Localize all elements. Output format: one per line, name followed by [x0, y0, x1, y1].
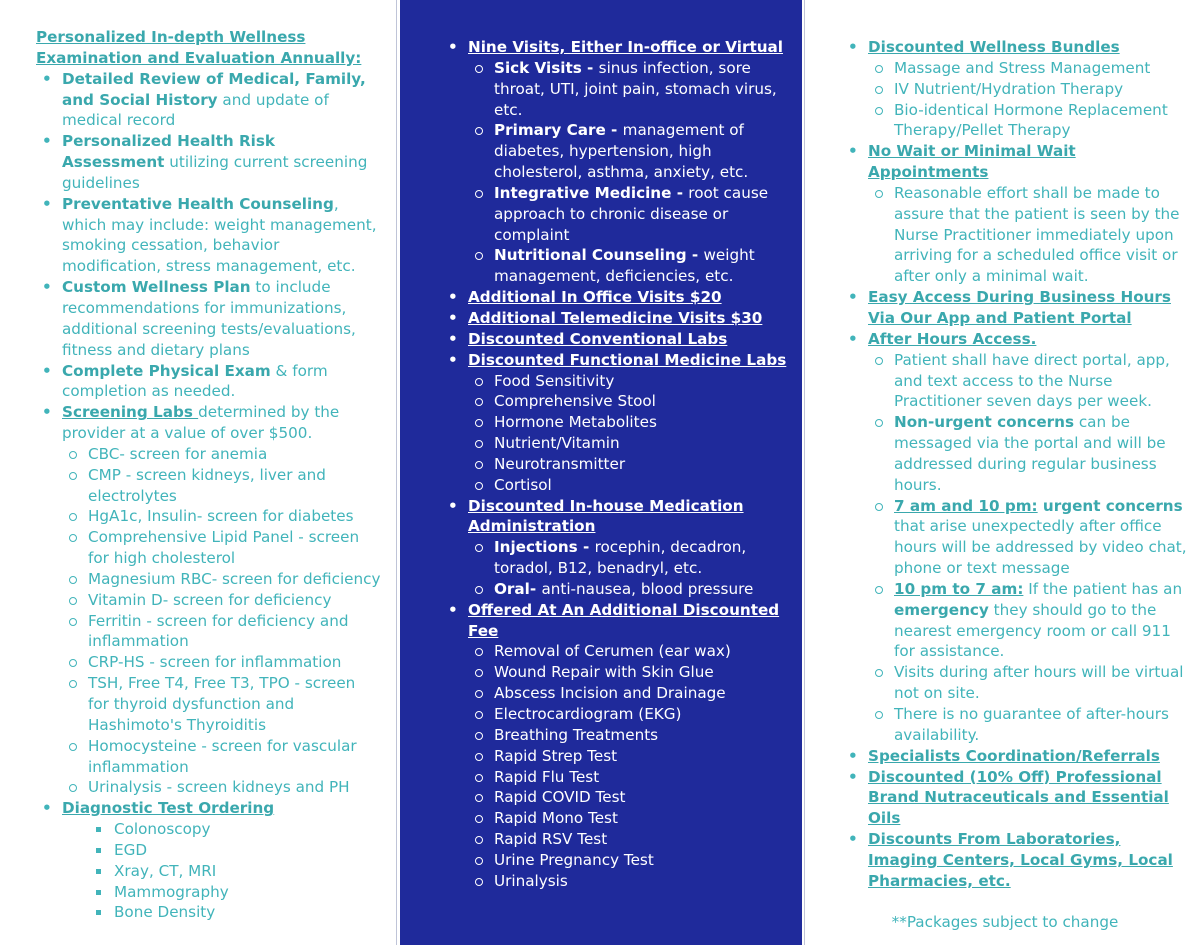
list-item: [842, 746, 1188, 767]
nutraceuticals-link[interactable]: Discounted (10% Off) Professional Brand Nutraceuticals and Essential Oils: [868, 767, 1169, 828]
list-item: Visits during after hours will be virtual not on site.: [868, 662, 1188, 704]
list-item: Reasonable effort shall be made to assure that the patient is seen by the Nurse Practitioner immediately upon arriving for a scheduled office visit or after only a minimal wait.: [868, 183, 1188, 287]
list-item: Neurotransmitter: [468, 454, 794, 475]
bundles-item: [842, 37, 1188, 141]
functional-labs-list: [468, 371, 794, 496]
bundles-list: [868, 58, 1188, 141]
list-item: Abscess Incision and Drainage: [468, 683, 794, 704]
list-item: Oral- anti-nausea, blood pressure: [468, 579, 794, 600]
medication-link[interactable]: Discounted In-house Medication Administration: [468, 496, 744, 536]
benefits-list: [842, 37, 1188, 892]
conventional-labs-link[interactable]: Discounted Conventional Labs: [468, 329, 728, 348]
list-item: [842, 829, 1188, 892]
functional-labs-item: [442, 350, 794, 496]
specialists-link[interactable]: Specialists Coordination/Referrals: [868, 746, 1160, 765]
list-item: CRP-HS - screen for inflammation: [62, 652, 381, 673]
list-item: Injections - rocephin, decadron, toradol, B12, benadryl, etc.: [468, 537, 794, 579]
list-item: [442, 308, 794, 329]
list-item: HgA1c, Insulin- screen for diabetes: [62, 506, 381, 527]
list-item: Rapid COVID Test: [468, 787, 794, 808]
list-item: Breathing Treatments: [468, 725, 794, 746]
wellness-exam-list: [36, 69, 381, 924]
list-item: EGD: [88, 840, 381, 861]
screening-labs-link[interactable]: Screening Labs: [62, 403, 199, 422]
right-divider: [804, 0, 805, 945]
list-item: Primary Care - management of diabetes, hypertension, high cholesterol, asthma, anxiety, etc.: [468, 120, 794, 183]
list-item: Bone Density: [88, 902, 381, 923]
visits-link[interactable]: Nine Visits, Either In-office or Virtual: [468, 38, 783, 56]
list-item: Urinalysis - screen kidneys and PH: [62, 777, 381, 798]
list-item: Nutrient/Vitamin: [468, 433, 794, 454]
bundles-link[interactable]: Discounted Wellness Bundles: [868, 38, 1120, 56]
list-item: • Detailed Review of Medical, Family, and Social History and update of medical record: [36, 69, 381, 132]
left-divider: [396, 0, 397, 945]
list-item: Bio-identical Hormone Replacement Therapy/Pellet Therapy: [868, 100, 1188, 142]
after-hours-link[interactable]: After Hours Access.: [868, 329, 1037, 348]
list-item: Urinalysis: [468, 871, 794, 892]
additional-fee-link[interactable]: Offered At An Additional Discounted Fee: [468, 600, 780, 640]
discounts-link[interactable]: Discounts From Laboratories, Imaging Centers, Local Gyms, Local Pharmacies, etc.: [868, 830, 1173, 890]
diagnostic-list: [88, 819, 381, 923]
list-item: • Complete Physical Exam & form completion as needed.: [36, 361, 381, 403]
screening-labs-item: • Screening Labs determined by the provider at a value of over $500. CBC- screen for anemia CMP - screen kidneys, liver and electrolytes HgA1c, Insulin- screen for diabetes Comprehensive Lipid Panel - screen for high cholesterol Magnesium RBC- screen for deficiency Vitamin D- screen for deficiency Ferritin - screen for deficiency and inflammation CRP-HS - screen for inflammation TSH, Free T4, Free T3, TPO - screen for thyroid dysfunction and Hashimoto's Thyroiditis Homocysteine - screen for vascular inflammation Urinalysis - screen kidneys and PH: [36, 402, 381, 798]
list-item: Nutritional Counseling - weight management, deficiencies, etc.: [468, 245, 794, 287]
wellness-exam-title: Personalized In-depth Wellness Examination and Evaluation Annually:: [36, 28, 362, 67]
right-content: [842, 37, 1188, 932]
list-item: [842, 767, 1188, 830]
medication-item: [442, 496, 794, 600]
diagnostic-test-link[interactable]: Diagnostic Test Ordering: [62, 799, 275, 818]
list-item: Rapid Mono Test: [468, 808, 794, 829]
list-item: • Custom Wellness Plan to include recommendations for immunizations, additional screening tests/evaluations, fitness and dietary plans: [36, 277, 381, 360]
middle-content: [442, 37, 794, 892]
medication-list: [468, 537, 794, 600]
middle-column: [400, 0, 802, 945]
list-item: Magnesium RBC- screen for deficiency: [62, 569, 381, 590]
list-item: Food Sensitivity: [468, 371, 794, 392]
list-item: Non-urgent concerns can be messaged via the portal and will be addressed during regular business hours.: [868, 412, 1188, 495]
list-item: 10 pm to 7 am: If the patient has an emergency they should go to the nearest emergency room or call 911 for assistance.: [868, 579, 1188, 662]
services-list: [442, 37, 794, 892]
list-item: Xray, CT, MRI: [88, 861, 381, 882]
list-item: Massage and Stress Management: [868, 58, 1188, 79]
list-item: Mammography: [88, 882, 381, 903]
list-item: Cortisol: [468, 475, 794, 496]
functional-labs-link[interactable]: Discounted Functional Medicine Labs: [468, 350, 787, 369]
packages-note: **Packages subject to change: [891, 912, 1119, 931]
visits-item: [442, 37, 794, 287]
list-item: Urine Pregnancy Test: [468, 850, 794, 871]
additional-tele-link[interactable]: Additional Telemedicine Visits $30: [468, 308, 763, 327]
list-item: Removal of Cerumen (ear wax): [468, 641, 794, 662]
fee-item: [442, 600, 794, 892]
list-item: Comprehensive Lipid Panel - screen for high cholesterol: [62, 527, 381, 569]
after-hours-list: [868, 350, 1188, 746]
list-item: Rapid Strep Test: [468, 746, 794, 767]
easy-access-link[interactable]: Easy Access During Business Hours Via Our App and Patient Portal: [868, 288, 1171, 327]
additional-office-link[interactable]: Additional In Office Visits $20: [468, 288, 722, 307]
no-wait-link[interactable]: No Wait or Minimal Wait Appointments: [868, 142, 1076, 182]
list-item: CBC- screen for anemia: [62, 444, 381, 465]
list-item: Vitamin D- screen for deficiency: [62, 590, 381, 611]
list-item: [442, 329, 794, 350]
list-item: Ferritin - screen for deficiency and inflammation: [62, 611, 381, 653]
list-item: 7 am and 10 pm: urgent concerns that arise unexpectedly after office hours will be addressed by video chat, phone or text message: [868, 496, 1188, 579]
fee-services-list: [468, 641, 794, 891]
list-item: Integrative Medicine - root cause approach to chronic disease or complaint: [468, 183, 794, 246]
list-item: Colonoscopy: [88, 819, 381, 840]
list-item: • Preventative Health Counseling, which may include: weight management, smoking cessation, behavior modification, stress management, etc.: [36, 194, 381, 277]
screening-labs-list: [62, 444, 381, 798]
diagnostic-item: [36, 798, 381, 923]
list-item: Homocysteine - screen for vascular inflammation: [62, 736, 381, 778]
after-hours-item: [842, 329, 1188, 746]
no-wait-item: [842, 141, 1188, 287]
list-item: There is no guarantee of after-hours availability.: [868, 704, 1188, 746]
left-content: [36, 27, 381, 923]
list-item: Rapid RSV Test: [468, 829, 794, 850]
visit-types-list: [468, 58, 794, 287]
list-item: Rapid Flu Test: [468, 767, 794, 788]
list-item: [442, 287, 794, 308]
list-item: [842, 287, 1188, 329]
list-item: Hormone Metabolites: [468, 412, 794, 433]
list-item: CMP - screen kidneys, liver and electrolytes: [62, 465, 381, 507]
right-column: [806, 0, 1200, 945]
left-column: [0, 0, 396, 945]
list-item: TSH, Free T4, Free T3, TPO - screen for thyroid dysfunction and Hashimoto's Thyroiditis: [62, 673, 381, 736]
list-item: IV Nutrient/Hydration Therapy: [868, 79, 1188, 100]
list-item: Sick Visits - sinus infection, sore throat, UTI, joint pain, stomach virus, etc.: [468, 58, 794, 121]
list-item: Comprehensive Stool: [468, 391, 794, 412]
list-item: Wound Repair with Skin Glue: [468, 662, 794, 683]
list-item: Electrocardiogram (EKG): [468, 704, 794, 725]
list-item: Patient shall have direct portal, app, and text access to the Nurse Practitioner seven days per week.: [868, 350, 1188, 413]
list-item: • Personalized Health Risk Assessment utilizing current screening guidelines: [36, 131, 381, 194]
